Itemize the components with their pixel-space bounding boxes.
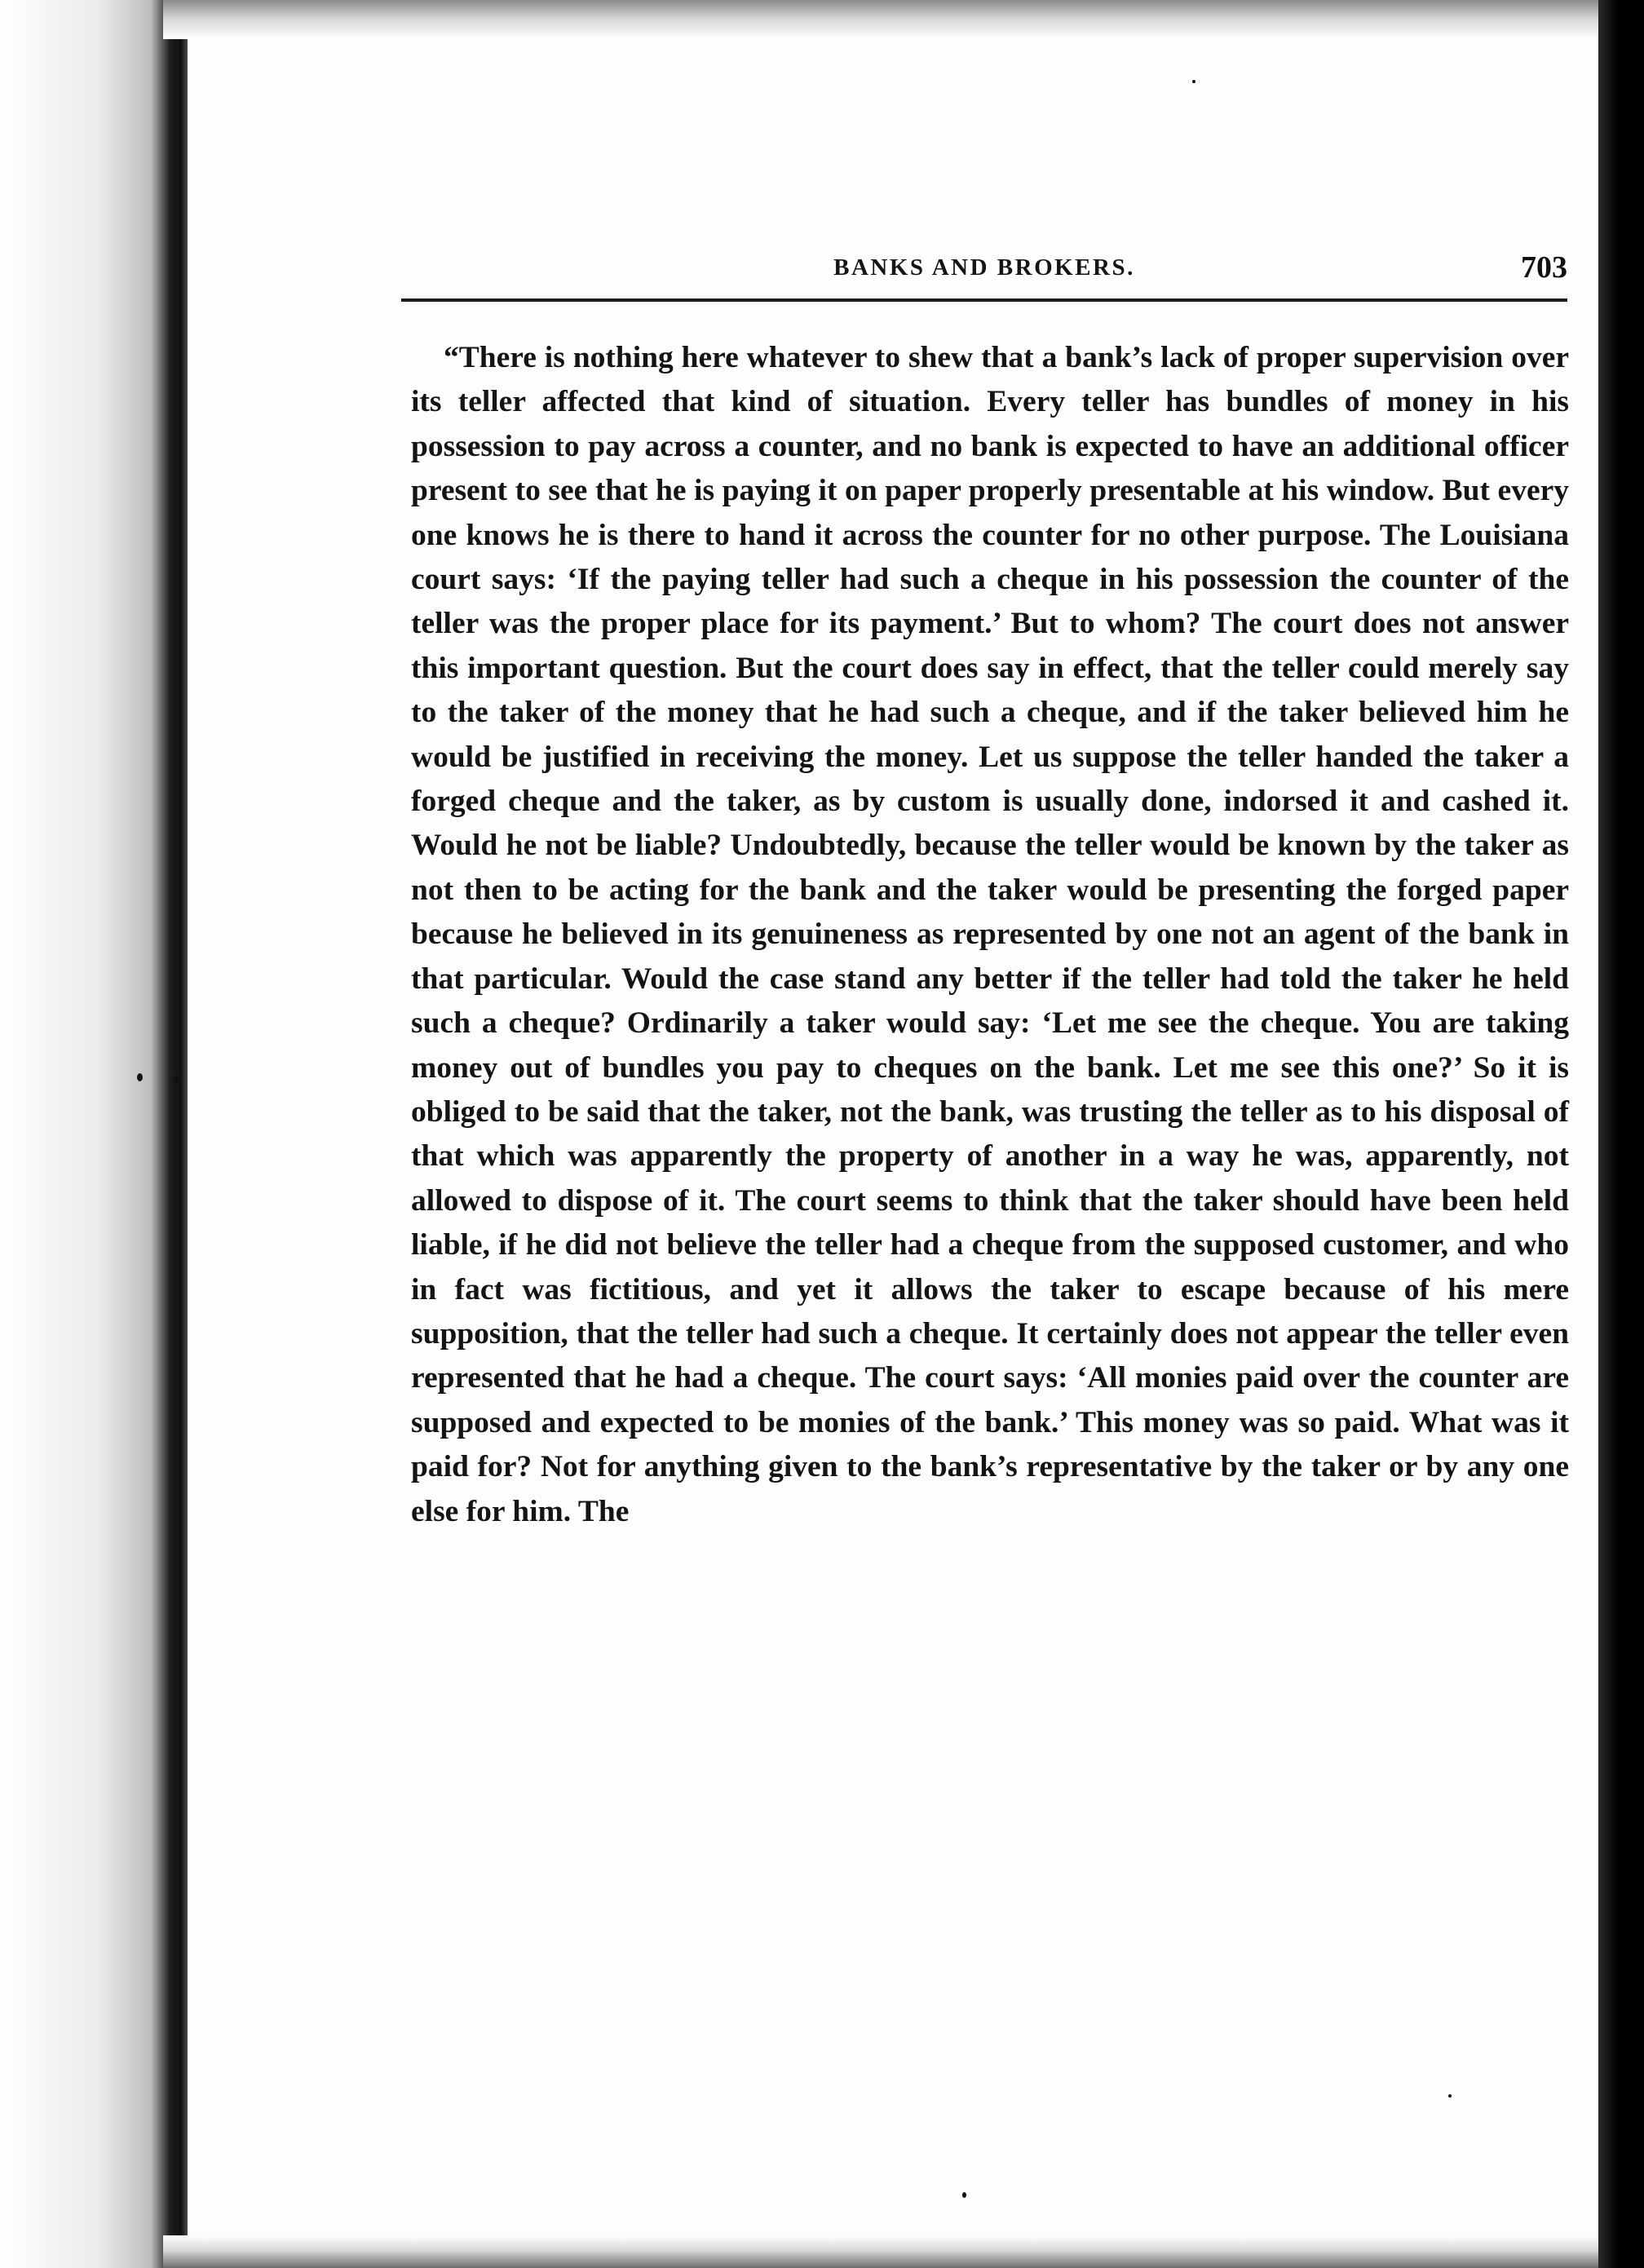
scan-shadow-bottom: [163, 2235, 1606, 2268]
scan-shadow-left: [0, 0, 188, 2268]
header-rule: [401, 298, 1567, 302]
page-number: 703: [1521, 250, 1567, 285]
running-title: BANKS AND BROKERS.: [833, 254, 1135, 281]
running-head: [401, 243, 1567, 292]
scan-shadow-top: [163, 0, 1606, 39]
body-paragraph: “There is nothing here whatever to shew that a bank’s lack of proper supervision over its teller affected that kind of situation. Every teller has bundles of money in his possession to pay across a counter, and no bank is expected to have an additional officer present to see that he is paying it on paper properly presentable at his window. But every one knows he is there to hand it across the counter for no other purpose. The Louisiana court says: ‘If the paying teller had such a cheque in his possession the counter of the teller was the proper place for its payment.’ But to whom? The court does not answer this important question. But the court does say in effect, that the teller could merely say to the taker of the money that he had such a cheque, and if the taker believed him he would be justified in receiving the money. Let us suppose the teller handed the taker a forged cheque and the taker, as by custom is usually done, indorsed it and cashed it. Would he not be liable? Undoubtedly, because the teller would be known by the taker as not then to be acting for the bank and the taker would be presenting the forged paper because he believed in its genuineness as represented by one not an agent of the bank in that particular. Would the case stand any better if the teller had told the taker he held such a cheque? Ordinarily a taker would say: ‘Let me see the cheque. You are taking money out of bundles you pay to cheques on the bank. Let me see this one?’ So it is obliged to be said that the taker, not the bank, was trusting the teller as to his disposal of that which was apparently the property of another in a way he was, apparently, not allowed to dispose of it. The court seems to think that the taker should have been held liable, if he did not believe the teller had a cheque from the supposed customer, and who in fact was fictitious, and yet it allows the taker to escape because of his mere supposition, that the teller had such a cheque. It certainly does not appear the teller even represented that he had a cheque. The court says: ‘All monies paid over the counter are supposed and expected to be monies of the bank.’ This money was so paid. What was it paid for? Not for anything given to the bank’s representative by the taker or by any one else for him. The: [411, 341, 1569, 1528]
book-page: [189, 39, 1598, 2235]
scan-border-right: [1598, 0, 1644, 2268]
